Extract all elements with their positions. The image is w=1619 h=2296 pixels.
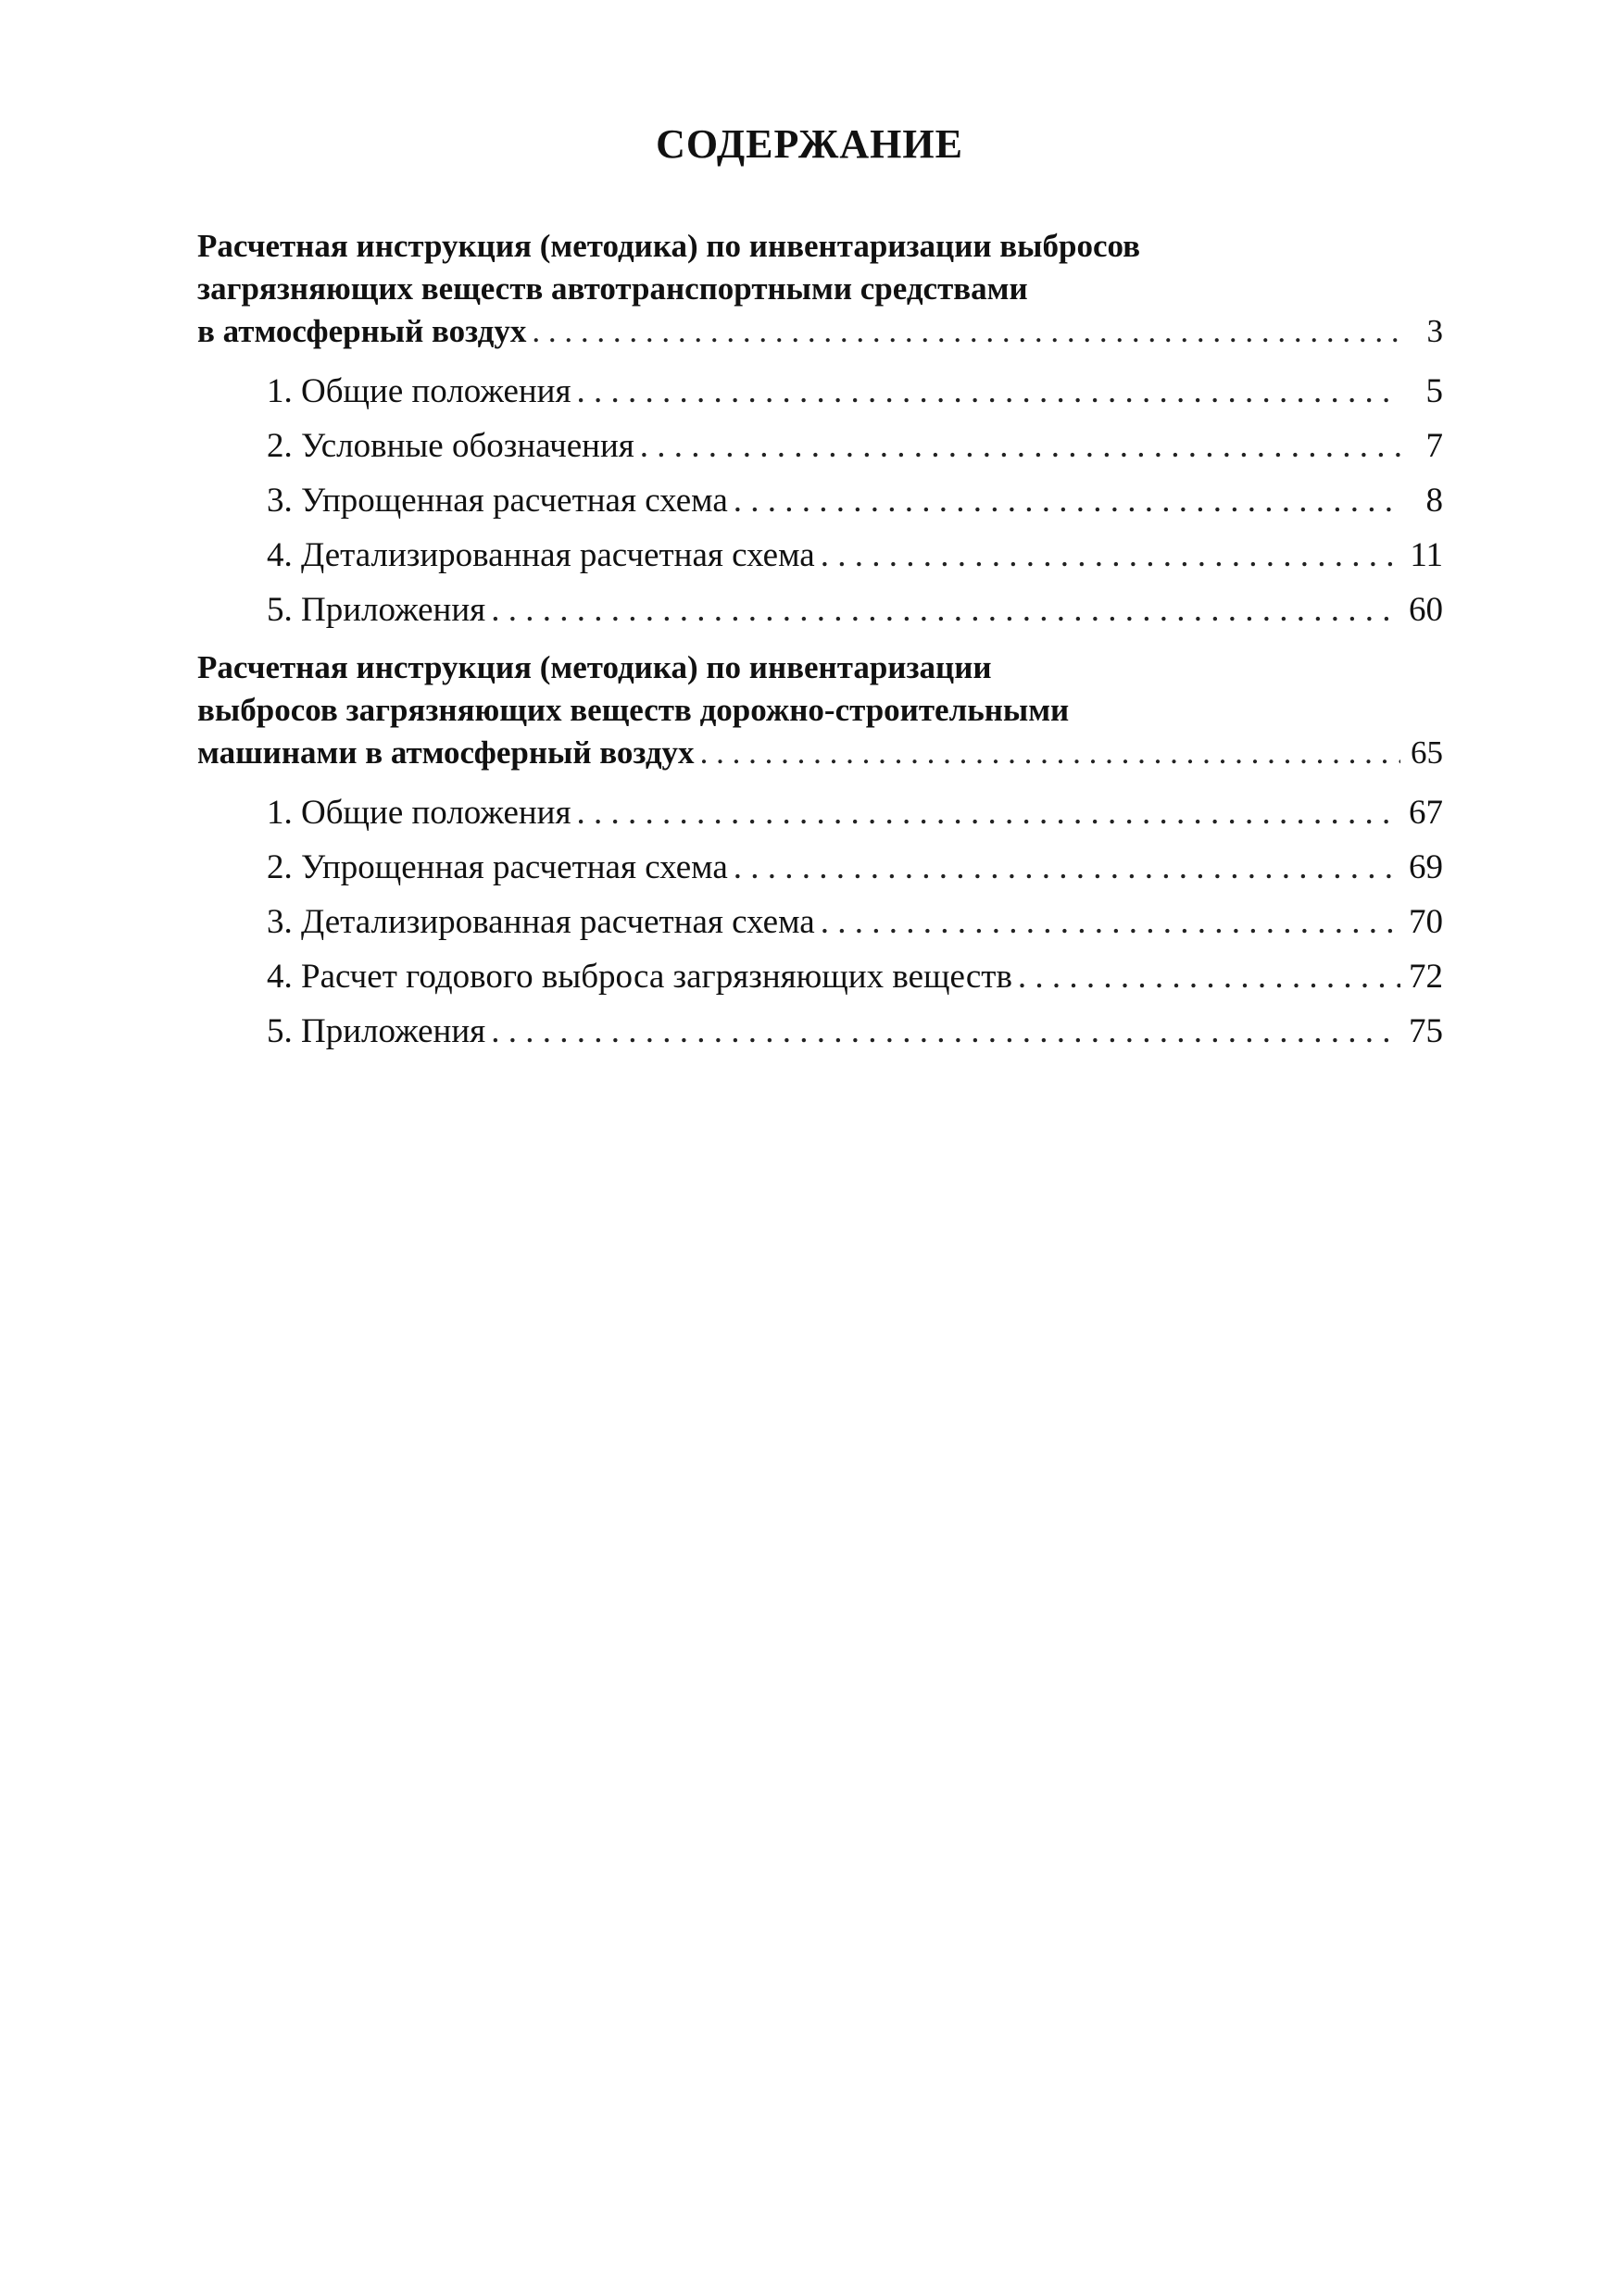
toc-entry[interactable]: [197, 583, 1443, 637]
toc-section-title-line: Расчетная инструкция (методика) по инвентаризации выбросов: [197, 228, 1141, 264]
toc-section: [197, 646, 1443, 1059]
dot-leader: [491, 1004, 1400, 1059]
dot-leader: [576, 364, 1400, 419]
toc-section-title-line: Расчетная инструкция (методика) по инвентаризации: [197, 649, 992, 685]
toc-entry[interactable]: [197, 419, 1443, 473]
toc-entry[interactable]: [197, 1004, 1443, 1059]
dot-leader: [1018, 949, 1400, 1004]
toc-page-number: 67: [1409, 794, 1443, 832]
toc-entry-label: 3. Упрощенная расчетная схема: [267, 482, 728, 520]
page-title: СОДЕРЖАНИЕ: [656, 121, 963, 167]
dot-leader: [532, 310, 1400, 353]
toc-entry-label: 1. Общие положения: [267, 372, 571, 410]
toc-section-title-line: выбросов загрязняющих веществ дорожно-строительными: [197, 692, 1070, 728]
toc-entry-label: 2. Условные обозначения: [267, 427, 634, 465]
toc-page-number: 11: [1410, 536, 1443, 574]
toc-page-number: 5: [1425, 372, 1443, 410]
dot-leader: [734, 473, 1400, 528]
dot-leader: [700, 732, 1400, 774]
dot-leader: [576, 785, 1400, 840]
toc-subsection-list: [197, 364, 1443, 637]
toc-entry[interactable]: [197, 528, 1443, 583]
dot-leader: [491, 583, 1400, 637]
toc-entry-label: 3. Детализированная расчетная схема: [267, 903, 815, 941]
dot-leader: [734, 840, 1400, 895]
toc-entry[interactable]: [197, 785, 1443, 840]
toc-section-title-line: машинами в атмосферный воздух: [197, 734, 695, 771]
toc-entry[interactable]: [197, 840, 1443, 895]
toc-page-number: 60: [1409, 591, 1443, 629]
toc-page-number: 8: [1425, 482, 1443, 520]
toc-entry-label: 5. Приложения: [267, 1012, 486, 1050]
toc-page-number: 72: [1409, 958, 1443, 996]
toc-page-number: 70: [1409, 903, 1443, 941]
toc-section-entry[interactable]: [197, 732, 1443, 774]
toc-page-number: 65: [1411, 734, 1443, 771]
toc-page-number: 7: [1425, 427, 1443, 465]
toc-subsection-list: [197, 785, 1443, 1059]
toc-page-number: 3: [1426, 313, 1443, 349]
toc-page-number: 69: [1409, 848, 1443, 886]
dot-leader: [821, 528, 1400, 583]
toc-entry-label: 1. Общие положения: [267, 794, 571, 832]
toc-page-number: 75: [1409, 1012, 1443, 1050]
toc-entry[interactable]: [197, 949, 1443, 1004]
toc-section-entry[interactable]: [197, 310, 1443, 353]
toc-section: [197, 225, 1443, 637]
toc-entry-label: 5. Приложения: [267, 591, 486, 629]
dot-leader: [640, 419, 1400, 473]
toc-entry[interactable]: [197, 895, 1443, 949]
table-of-contents: [197, 225, 1443, 1068]
toc-entry[interactable]: [197, 364, 1443, 419]
toc-section-title-line: загрязняющих веществ автотранспортными средствами: [197, 270, 1028, 307]
dot-leader: [821, 895, 1400, 949]
toc-section-title-line: в атмосферный воздух: [197, 313, 527, 349]
toc-entry-label: 4. Детализированная расчетная схема: [267, 536, 815, 574]
toc-entry[interactable]: [197, 473, 1443, 528]
toc-entry-label: 2. Упрощенная расчетная схема: [267, 848, 728, 886]
toc-entry-label: 4. Расчет годового выброса загрязняющих веществ: [267, 958, 1012, 996]
